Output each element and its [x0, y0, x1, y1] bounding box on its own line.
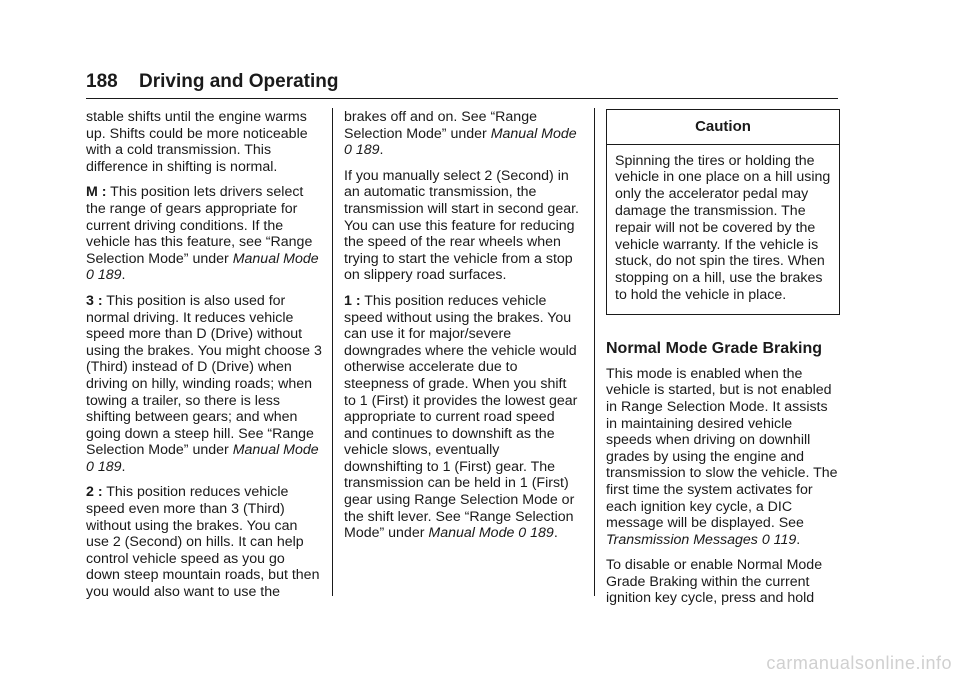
paragraph-second-gear: If you manually select 2 (Second) in an automatic transmission, the transmission will start in second gear. You can use this feature for reducing the speed of the rear wheels when trying to start the vehicle from a stop on slippery road surfaces. — [344, 167, 579, 284]
paragraph-grade-braking: This mode is enabled when the vehicle is started, but is not enabled in Range Selection Mode. It assists in maintaining desired vehicle speeds when driving on downhill grades by using the engine and transmission to slow the vehicle. The first time the system activates for each ignition key cycle, a DIC message will be displayed. See Transmission Messages 0 119. — [606, 365, 838, 548]
watermark: carmanualsonline.info — [766, 653, 952, 673]
paragraph-text: This position lets drivers select the range of gears appropriate for current driving conditions. If the vehicle has this feature, see “Range Selection Mode” under — [86, 184, 313, 267]
column-divider-1 — [332, 108, 333, 596]
caution-text: Spinning the tires or holding the vehicle in one place on a hill using only the accelerator pedal may damage the transmission. The repair will not be covered by the vehicle warranty. If the vehicle is stuck, do not spin the tires. When stopping on a hill, use the brakes to hold the vehicle in place. — [615, 152, 831, 303]
paragraph-third-position: 3 : This position is also used for normal driving. It reduces vehicle speed more than D (Drive) without using the brakes. You might choose 3 (Third) instead of D (Drive) when driving on hilly, winding roads; when towing a trailer, so there is less shifting between gears; and when going down a steep hill. See “Range Selection Mode” under Manual Mode 0 189. — [86, 292, 322, 475]
section-heading: Normal Mode Grade Braking — [606, 339, 823, 357]
manual-mode-link[interactable]: Manual Mode 0 189 — [428, 525, 554, 542]
manual-mode-link[interactable]: Manual Mode 0 189 — [86, 442, 319, 475]
manual-mode-link[interactable]: Manual Mode 0 189 — [344, 125, 577, 159]
position-label-1: 1 : — [344, 292, 361, 309]
text-column-1 — [86, 109, 322, 610]
paragraph-first-position: 1 : This position reduces vehicle speed without using the brakes. You can use it for major/severe downgrades where the vehicle would otherwise accelerate due to steepness of grade. When you shift to 1 (First) it provides the lowest gear appropriate to current road speed and continues to downshift as the vehicle slows, eventually downshifting to 1 (First) gear. The transmission can be held in 1 (First) gear using Range Selection Mode or the shift lever. See “Range Selection Mode” under Manual Mode 0 189. — [344, 292, 578, 542]
caution-title: Caution — [607, 110, 839, 145]
paragraph-manual-position: M : This position lets drivers select the range of gears appropriate for current driving conditions. If the vehicle has this feature, see “Range Selection Mode” under Manual Mode 0 189. — [86, 184, 319, 284]
paragraph-second-position — [86, 484, 322, 600]
page-header — [86, 70, 838, 94]
paragraph-text: This position reduces vehicle speed without using the brakes. You can use it for major/severe downgrades where the vehicle would otherwise accelerate due to steepness of grade. When you shift to 1 (First) it provides the lowest gear appropriate to current road speed and continues to downshift as the vehicle slows, eventually downshifting to 1 (First) gear. The transmission can be held in 1 (First) gear using Range Selection Mode or the shift lever. See “Range Selection Mode” under — [344, 292, 578, 542]
page-title: Driving and Operating — [138, 71, 339, 92]
text-column-2 — [344, 109, 582, 551]
header-rule — [86, 98, 838, 99]
paragraph-text: This mode is enabled when the vehicle is started, but is not enabled in Range Selection Mode. It assists in maintaining desired vehicle speeds when driving on downhill grades by using the engine and transmission to slow the vehicle. The first time the system activates for each ignition key cycle, a DIC message will be displayed. See — [606, 365, 838, 532]
position-label-3: 3 : — [86, 292, 103, 309]
position-label-m: M : — [86, 184, 107, 201]
paragraph-continuation: brakes off and on. See “Range Selection Mode” under Manual Mode 0 189. — [344, 109, 577, 159]
page-number: 188 — [86, 71, 118, 92]
transmission-messages-link[interactable]: Transmission Messages 0 119 — [606, 531, 797, 548]
paragraph-text: brakes off and on. See “Range Selection Mode” under — [344, 109, 537, 142]
text-column-3 — [606, 109, 840, 616]
manual-mode-link[interactable]: Manual Mode 0 189 — [86, 250, 319, 284]
paragraph-intro: stable shifts until the engine warms up. Shifts could be more noticeable with a cold transmission. This difference in shifting is normal. — [86, 109, 308, 175]
caution-box — [606, 109, 840, 315]
paragraph-text: This position is also used for normal driving. It reduces vehicle speed more than D (Drive) without using the brakes. You might choose 3 (Third) instead of D (Drive) when driving on hilly, winding roads; when towing a trailer, so there is less shifting between gears; and when going down a steep hill. See “Range Selection Mode” under — [86, 292, 322, 459]
paragraph-disable-enable: To disable or enable Normal Mode Grade Braking within the current ignition key cycle, press and hold — [606, 557, 823, 607]
paragraph-text: This position reduces vehicle speed even more than 3 (Third) without using the brakes. You can use 2 (Second) on hills. It can help control vehicle speed as you go down steep mountain roads, but then you would also want to use the — [86, 484, 320, 601]
position-label-2: 2 : — [86, 484, 103, 501]
column-divider-2 — [594, 108, 595, 596]
